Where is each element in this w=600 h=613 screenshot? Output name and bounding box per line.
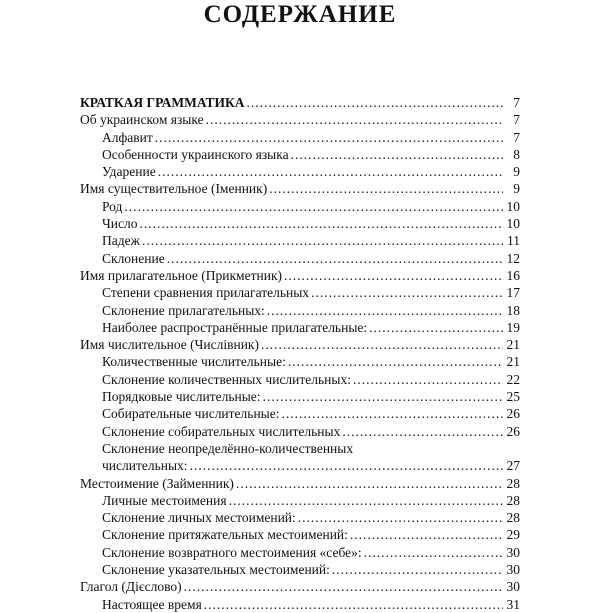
toc-entry-label: числительных: [102,458,188,474]
toc-leader-dots [206,111,503,128]
toc-entry-label: Имя прилагательное (Прикметник) [80,267,282,283]
toc-entry-page: 10 [506,198,520,214]
toc-entry [80,561,520,578]
toc-leader-dots [353,371,503,388]
toc-entry [80,596,520,613]
page-title: СОДЕРЖАНИЕ [203,1,397,28]
toc-entry [80,544,520,561]
toc-leader-dots [261,336,503,353]
toc-entry-page: 9 [513,164,520,180]
toc-entry-page: 30 [506,562,520,578]
toc-entry-label: Склонение собирательных числительных [102,423,341,439]
toc-entry-label: Собирательные числительные: [102,406,280,422]
toc-entry [80,353,520,370]
toc-entry-page: 10 [506,216,520,232]
toc-leader-dots [142,232,503,249]
toc-leader-dots [155,129,503,146]
toc-leader-dots [291,146,503,163]
toc-entry-page: 9 [513,181,520,197]
toc-entry [80,180,520,197]
toc-entry-page: 7 [513,95,520,110]
toc-entry-label: Порядковые числительные: [102,389,261,405]
toc-entry-label: Особенности украинского языка [102,146,289,162]
toc-entry-page: 7 [513,129,520,145]
toc-entry [80,457,520,474]
toc-entry-label: Алфавит [102,129,153,145]
toc-entry [80,284,520,301]
toc-entry-label: Наиболее распространённые прилагательные: [102,319,368,335]
toc-entry-page: 25 [506,389,520,405]
toc-entry-label: Падеж [102,233,140,249]
toc-entry [80,371,520,388]
toc-entry-page: 30 [506,544,520,560]
toc-entry [80,267,520,284]
toc-entry-label: Род [102,198,123,214]
toc-entry-page: 28 [506,510,520,526]
toc-leader-dots [364,544,503,561]
toc-entry-label: Степени сравнения прилагательных [102,285,310,301]
toc-entry-label: КРАТКАЯ ГРАММАТИКА [80,95,245,110]
toc-entry-label: Ударение [102,164,156,180]
toc-entry-label: Склонение [102,250,165,266]
toc-entry-page: 29 [506,527,520,543]
toc-entry-page: 28 [506,492,520,508]
toc-entry-page: 12 [506,250,520,266]
toc-entry [80,111,520,128]
toc-entry [80,94,520,111]
toc-entry-label: Склонение неопределённо-количественных [102,440,354,456]
toc-entry-page: 16 [506,267,520,283]
toc-entry-label: Личные местоимения [102,492,227,508]
toc-leader-dots [311,284,503,301]
toc-entry-page: 17 [506,285,520,301]
toc-entry-label: Количественные числительные: [102,354,286,370]
toc-entry-label: Об украинском языке [80,112,204,128]
table-of-contents [80,94,520,613]
toc-entry [80,319,520,336]
toc-entry-label: Склонение количественных числительных: [102,371,351,387]
toc-entry [80,492,520,509]
toc-entry [80,198,520,215]
toc-entry-label: Склонение указательных местоимений: [102,562,330,578]
toc-leader-dots [267,302,503,319]
toc-entry-label: Настоящее время [102,596,202,612]
toc-entry [80,163,520,180]
toc-entry-page: 21 [506,337,520,353]
toc-leader-dots [269,180,503,197]
toc-entry-page: 7 [513,112,520,128]
toc-leader-dots [190,457,503,474]
toc-leader-dots [124,198,503,215]
toc-entry-page: 8 [513,146,520,162]
toc-entry-page: 11 [507,233,520,249]
toc-entry-label: Число [102,216,138,232]
toc-leader-dots [167,250,503,267]
toc-leader-dots [158,163,503,180]
toc-entry-page: 27 [506,458,520,474]
toc-entry [80,423,520,440]
toc-leader-dots [350,526,503,543]
toc-leader-dots [288,353,503,370]
toc-entry-label: Глагол (Дієслово) [80,579,182,595]
toc-entry-page: 31 [506,596,520,612]
toc-entry-label: Склонение личных местоимений: [102,510,296,526]
toc-entry [80,232,520,249]
toc-entry [80,475,520,492]
toc-entry-label: Местоимение (Займенник) [80,475,234,491]
toc-entry-page: 28 [506,475,520,491]
toc-leader-dots [369,319,503,336]
toc-entry-page: 26 [506,406,520,422]
toc-entry [80,526,520,543]
toc-entry-page: 22 [506,371,520,387]
toc-entry [80,440,520,457]
toc-entry [80,578,520,595]
toc-entry-page: 19 [506,319,520,335]
toc-leader-dots [332,561,503,578]
toc-entry [80,405,520,422]
toc-entry [80,336,520,353]
toc-entry-page: 21 [506,354,520,370]
toc-leader-dots [236,475,503,492]
toc-leader-dots [281,405,503,422]
toc-entry [80,250,520,267]
toc-entry-page: 30 [506,579,520,595]
toc-leader-dots [204,596,503,613]
toc-entry-label: Склонение прилагательных: [102,302,265,318]
toc-entry-page: 18 [506,302,520,318]
toc-entry-label: Имя существительное (Іменник) [80,181,268,197]
toc-leader-dots [263,388,503,405]
toc-entry-label: Склонение возвратного местоимения «себе»: [102,544,362,560]
toc-entry-label: Имя числительное (Числівник) [80,337,259,353]
toc-entry [80,302,520,319]
toc-entry [80,215,520,232]
toc-leader-dots [229,492,503,509]
toc-leader-dots [247,94,504,111]
toc-entry [80,146,520,163]
toc-entry-page: 26 [506,423,520,439]
toc-leader-dots [298,509,503,526]
toc-entry [80,509,520,526]
toc-leader-dots [284,267,503,284]
toc-entry [80,388,520,405]
toc-leader-dots [139,215,503,232]
toc-entry-label: Склонение притяжательных местоимений: [102,527,348,543]
toc-leader-dots [342,423,503,440]
toc-entry [80,129,520,146]
toc-leader-dots [184,578,503,595]
